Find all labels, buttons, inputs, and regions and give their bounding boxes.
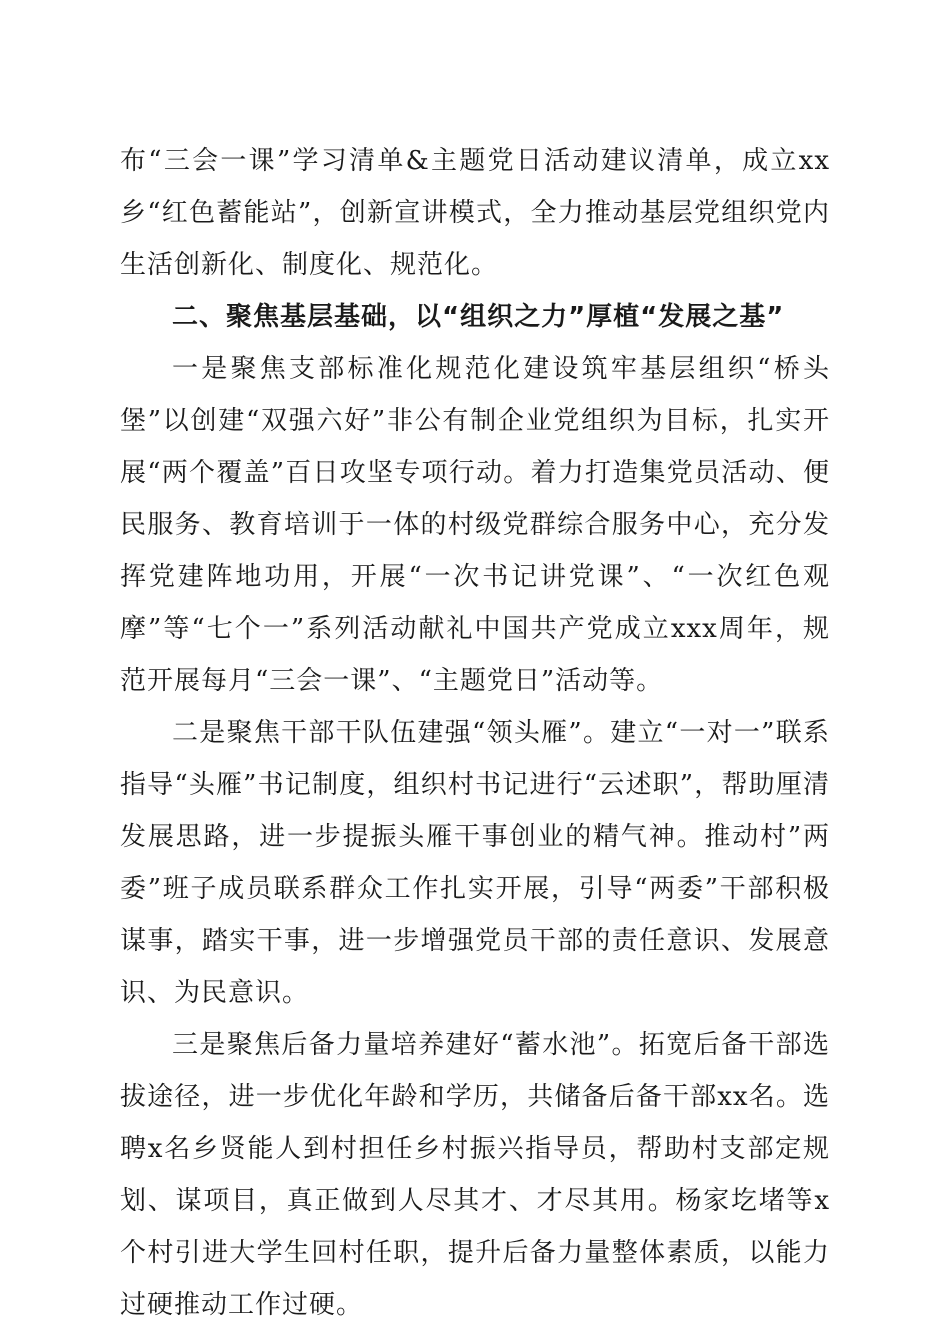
document-body bbox=[120, 135, 830, 1331]
paragraph-cadre-team: 二是聚焦干部干队伍建强“领头雁”。建立“一对一”联系指导“头雁”书记制度，组织村书记进行“云述职”，帮助厘清发展思路，进一步提振头雁干事创业的精气神。推动村”两委”班子成员联系群众工作扎实开展，引导“两委”干部积极谋事，踏实干事，进一步增强党员干部的责任意识、发展意识、为民意识。 bbox=[120, 718, 830, 1008]
paragraph-branch-standardization: 一是聚焦支部标准化规范化建设筑牢基层组织“桥头堡”以创建“双强六好”非公有制企业党组织为目标，扎实开展“两个覆盖”百日攻坚专项行动。着力打造集党员活动、便民服务、教育培训于一体的村级党群综合服务中心，充分发挥党建阵地功用，开展“一次书记讲党课”、“一次红色观摩”等“七个一”系列活动献礼中国共产党成立xxx周年，规范开展每月“三会一课”、“主题党日”活动等。 bbox=[120, 354, 830, 696]
paragraph-reserve-force: 三是聚焦后备力量培养建好“蓄水池”。拓宽后备干部选拔途径，进一步优化年龄和学历，共储备后备干部xx名。选聘x名乡贤能人到村担任乡村振兴指导员，帮助村支部定规划、谋项目，真正做到人尽其才、才尽其用。杨家圪堵等x个村引进大学生回村任职，提升后备力量整体素质，以能力过硬推动工作过硬。 bbox=[120, 1030, 830, 1320]
section-heading: 二、聚焦基层基础，以“组织之力”厚植“发展之基” bbox=[172, 302, 785, 332]
paragraph-continuation: 布“三会一课”学习清单&主题党日活动建议清单，成立xx乡“红色蓄能站”，创新宣讲模式，全力推动基层党组织党内生活创新化、制度化、规范化。 bbox=[120, 146, 830, 280]
